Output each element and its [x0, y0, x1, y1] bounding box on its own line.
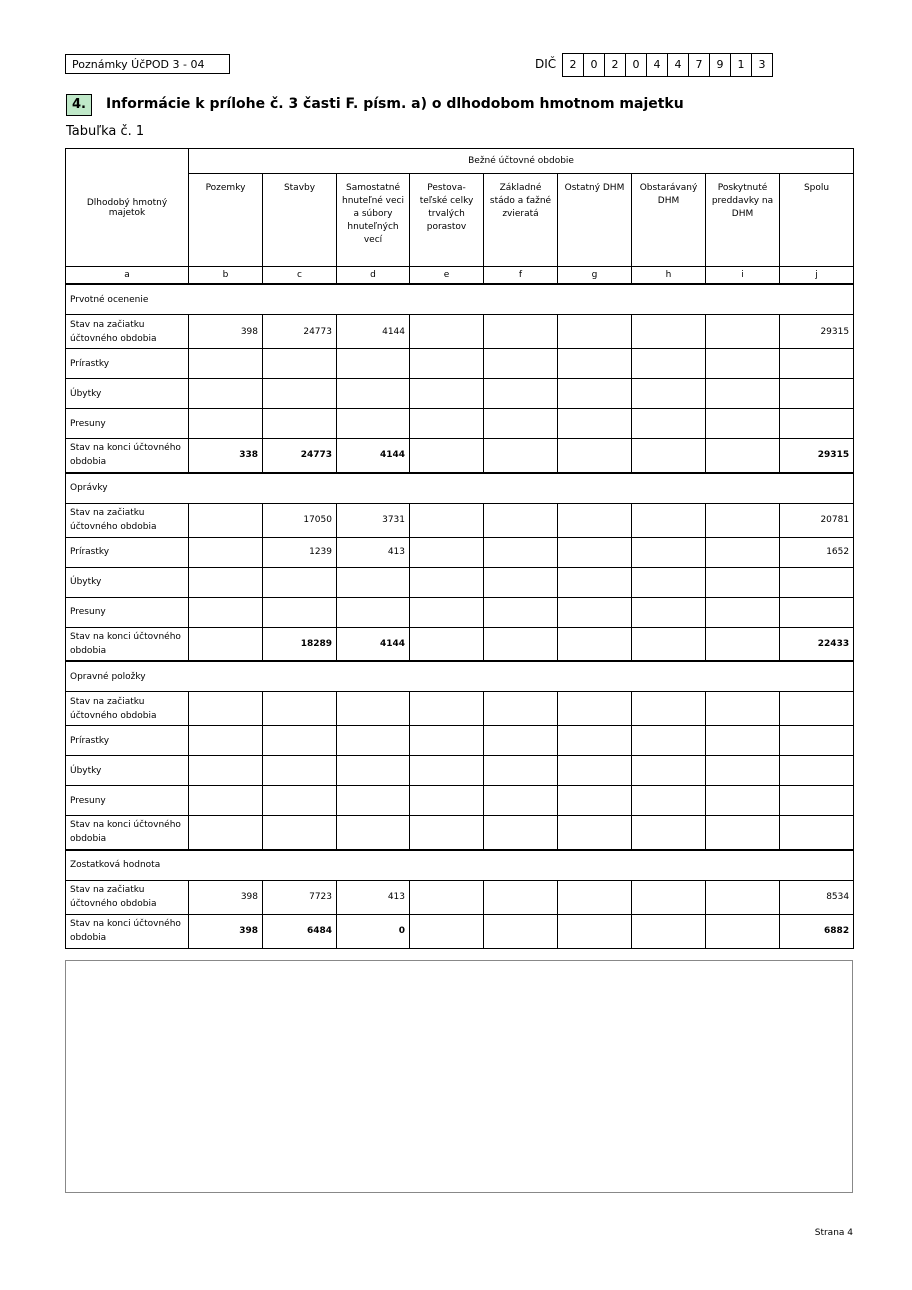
value-cell: [706, 756, 780, 786]
value-cell: [189, 692, 263, 726]
value-cell: 22433: [780, 627, 854, 661]
value-cell: [558, 597, 632, 627]
column-letter: b: [189, 267, 263, 285]
table-row: [66, 439, 854, 473]
value-cell: [484, 315, 558, 349]
value-cell: [410, 379, 484, 409]
value-cell: 4144: [337, 627, 410, 661]
value-cell: [558, 379, 632, 409]
value-cell: [780, 816, 854, 850]
value-cell: [780, 756, 854, 786]
value-cell: [189, 816, 263, 850]
table-row: [66, 627, 854, 661]
value-cell: [706, 567, 780, 597]
value-cell: 7723: [263, 880, 337, 914]
column-header: Základné stádo a ťažné zvieratá: [484, 174, 558, 267]
value-cell: [632, 315, 706, 349]
table-title: Tabuľka č. 1: [66, 124, 145, 139]
value-cell: [410, 880, 484, 914]
value-cell: 8534: [780, 880, 854, 914]
value-cell: 413: [337, 880, 410, 914]
value-cell: 29315: [780, 315, 854, 349]
value-cell: [780, 597, 854, 627]
value-cell: [706, 503, 780, 537]
value-cell: [706, 537, 780, 567]
value-cell: [632, 914, 706, 948]
value-cell: [558, 439, 632, 473]
section-number: 4.: [66, 94, 92, 116]
value-cell: [410, 627, 484, 661]
dic-digit: 3: [758, 58, 766, 71]
value-cell: [410, 349, 484, 379]
value-cell: [263, 756, 337, 786]
dic-digit: 4: [647, 54, 668, 76]
column-header: Stavby: [263, 174, 337, 267]
column-header: Spolu: [780, 174, 854, 267]
section-title: Informácie k prílohe č. 3 časti F. písm. a) o dlhodobom hmotnom majetku: [106, 96, 684, 112]
value-cell: [189, 537, 263, 567]
value-cell: [484, 379, 558, 409]
column-header: Samostatné hnuteľné veci a súbory hnuteľných vecí: [337, 174, 410, 267]
row-label: Stav na konci účtovného obdobia: [66, 627, 189, 661]
value-cell: 398: [189, 315, 263, 349]
column-letter: h: [632, 267, 706, 285]
value-cell: [484, 914, 558, 948]
value-cell: [632, 786, 706, 816]
section-heading: Zostatková hodnota: [66, 850, 854, 881]
value-cell: [780, 786, 854, 816]
value-cell: [706, 627, 780, 661]
value-cell: [484, 880, 558, 914]
row-label: Prírastky: [66, 537, 189, 567]
value-cell: [632, 503, 706, 537]
section-heading: Opravné položky: [66, 661, 854, 692]
value-cell: 4144: [337, 315, 410, 349]
value-cell: [780, 692, 854, 726]
value-cell: [484, 627, 558, 661]
value-cell: [410, 503, 484, 537]
value-cell: [706, 409, 780, 439]
value-cell: 18289: [263, 627, 337, 661]
value-cell: [263, 726, 337, 756]
row-label: Prírastky: [66, 726, 189, 756]
value-cell: [410, 439, 484, 473]
value-cell: 0: [337, 914, 410, 948]
value-cell: [558, 816, 632, 850]
value-cell: [632, 349, 706, 379]
value-cell: 398: [189, 880, 263, 914]
section-heading: Prvotné ocenenie: [66, 284, 854, 315]
row-header: Dlhodobý hmotný majetok: [66, 149, 189, 267]
value-cell: [632, 409, 706, 439]
value-cell: [189, 756, 263, 786]
value-cell: 413: [337, 537, 410, 567]
value-cell: 398: [189, 914, 263, 948]
value-cell: [558, 914, 632, 948]
value-cell: [484, 503, 558, 537]
form-label: Poznámky ÚčPOD 3 - 04: [65, 54, 230, 74]
value-cell: 24773: [263, 439, 337, 473]
value-cell: [558, 537, 632, 567]
value-cell: 17050: [263, 503, 337, 537]
row-label: Stav na začiatku účtovného obdobia: [66, 315, 189, 349]
value-cell: [337, 726, 410, 756]
row-label: Úbytky: [66, 379, 189, 409]
value-cell: [410, 726, 484, 756]
table-row: [66, 349, 854, 379]
value-cell: [189, 349, 263, 379]
dic-digit: 9: [710, 54, 731, 76]
value-cell: [337, 597, 410, 627]
value-cell: [263, 816, 337, 850]
value-cell: [337, 692, 410, 726]
value-cell: [706, 597, 780, 627]
value-cell: [558, 409, 632, 439]
column-letter: i: [706, 267, 780, 285]
value-cell: [484, 567, 558, 597]
value-cell: [706, 439, 780, 473]
value-cell: [263, 692, 337, 726]
value-cell: [189, 503, 263, 537]
table-row: [66, 756, 854, 786]
row-label: Presuny: [66, 409, 189, 439]
value-cell: [706, 379, 780, 409]
value-cell: [410, 315, 484, 349]
value-cell: [263, 597, 337, 627]
value-cell: [706, 914, 780, 948]
value-cell: [410, 816, 484, 850]
table-row: [66, 597, 854, 627]
value-cell: [410, 786, 484, 816]
value-cell: [632, 726, 706, 756]
page-number: Strana 4: [814, 1228, 853, 1238]
table-row: [66, 880, 854, 914]
row-label: Úbytky: [66, 567, 189, 597]
value-cell: [558, 349, 632, 379]
value-cell: [263, 379, 337, 409]
row-label: Stav na konci účtovného obdobia: [66, 914, 189, 948]
column-header: Poskytnuté preddavky na DHM: [706, 174, 780, 267]
row-label: Stav na začiatku účtovného obdobia: [66, 692, 189, 726]
dic-digit: 2: [605, 54, 626, 76]
value-cell: [410, 756, 484, 786]
value-cell: [558, 786, 632, 816]
value-cell: [780, 409, 854, 439]
value-cell: 1239: [263, 537, 337, 567]
value-cell: [484, 786, 558, 816]
value-cell: [484, 597, 558, 627]
table-row: [66, 692, 854, 726]
value-cell: [189, 627, 263, 661]
value-cell: [632, 379, 706, 409]
value-cell: [558, 692, 632, 726]
value-cell: 4144: [337, 439, 410, 473]
table-row: [66, 503, 854, 537]
value-cell: [410, 567, 484, 597]
value-cell: 6882: [780, 914, 854, 948]
value-cell: [189, 786, 263, 816]
table-row: [66, 315, 854, 349]
value-cell: [337, 349, 410, 379]
value-cell: 29315: [780, 439, 854, 473]
value-cell: 338: [189, 439, 263, 473]
value-cell: [484, 409, 558, 439]
value-cell: [558, 567, 632, 597]
value-cell: [189, 567, 263, 597]
row-label: Úbytky: [66, 756, 189, 786]
value-cell: [410, 597, 484, 627]
column-letter: g: [558, 267, 632, 285]
value-cell: [189, 597, 263, 627]
value-cell: [706, 315, 780, 349]
value-cell: [263, 567, 337, 597]
dic-label: DIČ: [535, 57, 557, 71]
value-cell: [780, 726, 854, 756]
table-row: [66, 409, 854, 439]
row-label: Presuny: [66, 597, 189, 627]
value-cell: [706, 726, 780, 756]
column-letter: j: [780, 267, 854, 285]
table-row: [66, 816, 854, 850]
value-cell: [558, 756, 632, 786]
value-cell: [706, 816, 780, 850]
row-label: Prírastky: [66, 349, 189, 379]
value-cell: [780, 379, 854, 409]
value-cell: [410, 914, 484, 948]
value-cell: [410, 409, 484, 439]
value-cell: [189, 409, 263, 439]
column-letter: e: [410, 267, 484, 285]
row-label: Stav na začiatku účtovného obdobia: [66, 880, 189, 914]
table-row: [66, 726, 854, 756]
value-cell: [558, 880, 632, 914]
row-label: Presuny: [66, 786, 189, 816]
value-cell: [706, 786, 780, 816]
value-cell: [484, 692, 558, 726]
value-cell: [780, 349, 854, 379]
table-row: [66, 786, 854, 816]
value-cell: [263, 409, 337, 439]
value-cell: [410, 692, 484, 726]
value-cell: [706, 692, 780, 726]
value-cell: [337, 756, 410, 786]
table-row: [66, 379, 854, 409]
value-cell: 1652: [780, 537, 854, 567]
value-cell: [189, 379, 263, 409]
value-cell: [484, 537, 558, 567]
row-label: Stav na konci účtovného obdobia: [66, 816, 189, 850]
column-letter: c: [263, 267, 337, 285]
dic-digit: 7: [689, 54, 710, 76]
row-label: Stav na konci účtovného obdobia: [66, 439, 189, 473]
dic-digit: 1: [731, 54, 752, 76]
dic-digit: 0: [584, 54, 605, 76]
dic-digit: 2: [563, 54, 584, 76]
value-cell: [484, 726, 558, 756]
value-cell: [632, 816, 706, 850]
column-header: Pestova-teľské celky trvalých porastov: [410, 174, 484, 267]
value-cell: [189, 726, 263, 756]
column-letter: f: [484, 267, 558, 285]
value-cell: [632, 692, 706, 726]
value-cell: 6484: [263, 914, 337, 948]
value-cell: 3731: [337, 503, 410, 537]
value-cell: [484, 756, 558, 786]
section-heading: Oprávky: [66, 473, 854, 504]
value-cell: [337, 786, 410, 816]
value-cell: [632, 537, 706, 567]
value-cell: [263, 786, 337, 816]
value-cell: [780, 567, 854, 597]
value-cell: [484, 349, 558, 379]
value-cell: [706, 880, 780, 914]
table-row: [66, 567, 854, 597]
value-cell: [632, 439, 706, 473]
table-row: [66, 914, 854, 948]
value-cell: [337, 409, 410, 439]
value-cell: [263, 349, 337, 379]
value-cell: [410, 537, 484, 567]
value-cell: 20781: [780, 503, 854, 537]
value-cell: [484, 439, 558, 473]
value-cell: [558, 503, 632, 537]
value-cell: [558, 315, 632, 349]
column-header: Obstarávaný DHM: [632, 174, 706, 267]
value-cell: [337, 567, 410, 597]
value-cell: [632, 627, 706, 661]
value-cell: [558, 726, 632, 756]
table-row: [66, 537, 854, 567]
value-cell: [337, 816, 410, 850]
row-label: Stav na začiatku účtovného obdobia: [66, 503, 189, 537]
column-letter: d: [337, 267, 410, 285]
dic-boxes: [562, 53, 773, 77]
column-header: Ostatný DHM: [558, 174, 632, 267]
period-header: Bežné účtovné obdobie: [189, 149, 854, 174]
value-cell: [484, 816, 558, 850]
value-cell: [632, 880, 706, 914]
value-cell: [632, 597, 706, 627]
dic-digit: 4: [668, 54, 689, 76]
dhm-table: [65, 148, 854, 949]
notes-box: [65, 960, 853, 1193]
value-cell: [558, 627, 632, 661]
value-cell: [632, 756, 706, 786]
value-cell: [706, 349, 780, 379]
dic-digit: 0: [626, 54, 647, 76]
column-header: Pozemky: [189, 174, 263, 267]
value-cell: [337, 379, 410, 409]
value-cell: 24773: [263, 315, 337, 349]
value-cell: [632, 567, 706, 597]
column-letter: a: [66, 267, 189, 285]
